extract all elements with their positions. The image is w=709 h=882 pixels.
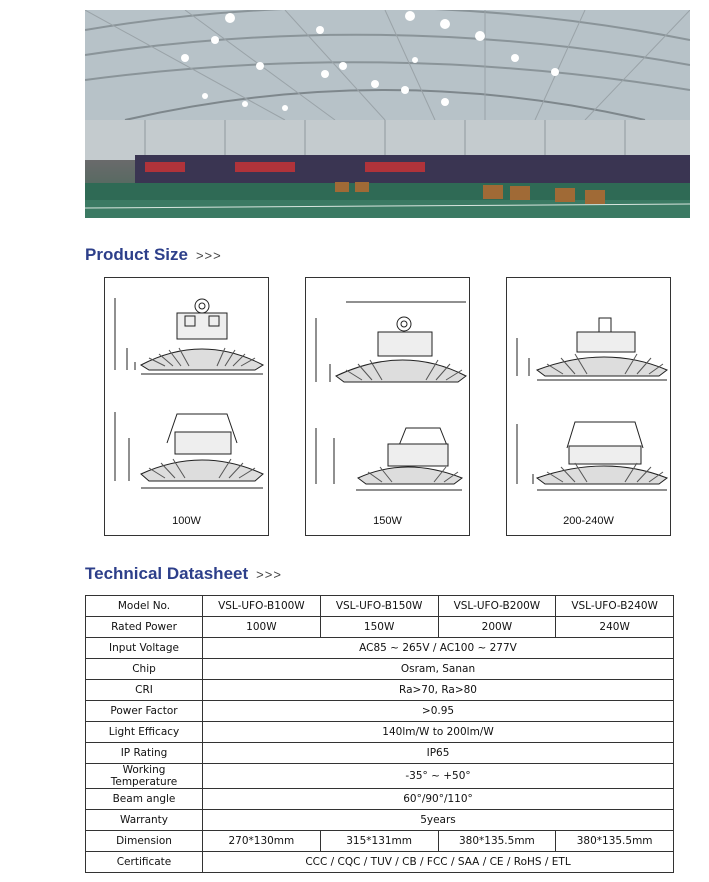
row-label: Power Factor <box>86 701 203 722</box>
value-cell: 100W <box>203 617 321 638</box>
table-row <box>86 701 674 722</box>
value-cell: 315*131mm <box>320 831 438 852</box>
panel-caption: 100W <box>172 515 201 527</box>
value-cell: 380*135.5mm <box>438 831 556 852</box>
technical-datasheet-heading <box>85 564 282 584</box>
row-label: Light Efficacy <box>86 722 203 743</box>
row-label: Working Temperature <box>86 764 203 789</box>
table-row <box>86 638 674 659</box>
panel-caption: 200-240W <box>563 515 614 527</box>
value-cell: AC85 ~ 265V / AC100 ~ 277V <box>203 638 674 659</box>
product-size-panel-150w <box>305 277 470 536</box>
table-row <box>86 831 674 852</box>
table-row <box>86 852 674 873</box>
row-label: Chip <box>86 659 203 680</box>
model-cell: VSL-UFO-B100W <box>203 596 321 617</box>
row-label: Rated Power <box>86 617 203 638</box>
value-cell: Osram, Sanan <box>203 659 674 680</box>
value-cell: 140lm/W to 200lm/W <box>203 722 674 743</box>
model-cell: VSL-UFO-B200W <box>438 596 556 617</box>
table-row <box>86 617 674 638</box>
dimension-drawing <box>306 278 469 508</box>
table-row <box>86 680 674 701</box>
product-size-heading <box>85 245 222 265</box>
product-size-title: Product Size <box>85 245 188 264</box>
value-cell: >0.95 <box>203 701 674 722</box>
value-cell: -35° ~ +50° <box>203 764 674 789</box>
table-row <box>86 743 674 764</box>
row-label: Input Voltage <box>86 638 203 659</box>
value-cell: 200W <box>438 617 556 638</box>
row-label: IP Rating <box>86 743 203 764</box>
product-size-panel-100w <box>104 277 269 536</box>
table-row <box>86 596 674 617</box>
row-label: Warranty <box>86 810 203 831</box>
panel-caption: 150W <box>373 515 402 527</box>
row-label: Beam angle <box>86 789 203 810</box>
chevron-icon: >>> <box>195 248 222 263</box>
value-cell: 270*130mm <box>203 831 321 852</box>
value-cell: 150W <box>320 617 438 638</box>
model-cell: VSL-UFO-B150W <box>320 596 438 617</box>
value-cell: 240W <box>556 617 674 638</box>
value-cell: Ra>70, Ra>80 <box>203 680 674 701</box>
row-label: Certificate <box>86 852 203 873</box>
table-row <box>86 810 674 831</box>
row-label: Model No. <box>86 596 203 617</box>
datasheet-table <box>85 595 674 873</box>
table-row <box>86 659 674 680</box>
hero-image <box>85 10 690 218</box>
value-cell: 5years <box>203 810 674 831</box>
table-row <box>86 722 674 743</box>
value-cell: CCC / CQC / TUV / CB / FCC / SAA / CE / RoHS / ETL <box>203 852 674 873</box>
row-label: Dimension <box>86 831 203 852</box>
technical-datasheet-title: Technical Datasheet <box>85 564 249 583</box>
chevron-icon: >>> <box>256 567 282 582</box>
table-row <box>86 764 674 789</box>
dimension-drawing <box>105 278 268 508</box>
value-cell: IP65 <box>203 743 674 764</box>
dimension-drawing <box>507 278 670 508</box>
value-cell: 60°/90°/110° <box>203 789 674 810</box>
row-label: CRI <box>86 680 203 701</box>
product-size-panel-200-240w <box>506 277 671 536</box>
value-cell: 380*135.5mm <box>556 831 674 852</box>
table-row <box>86 789 674 810</box>
model-cell: VSL-UFO-B240W <box>556 596 674 617</box>
